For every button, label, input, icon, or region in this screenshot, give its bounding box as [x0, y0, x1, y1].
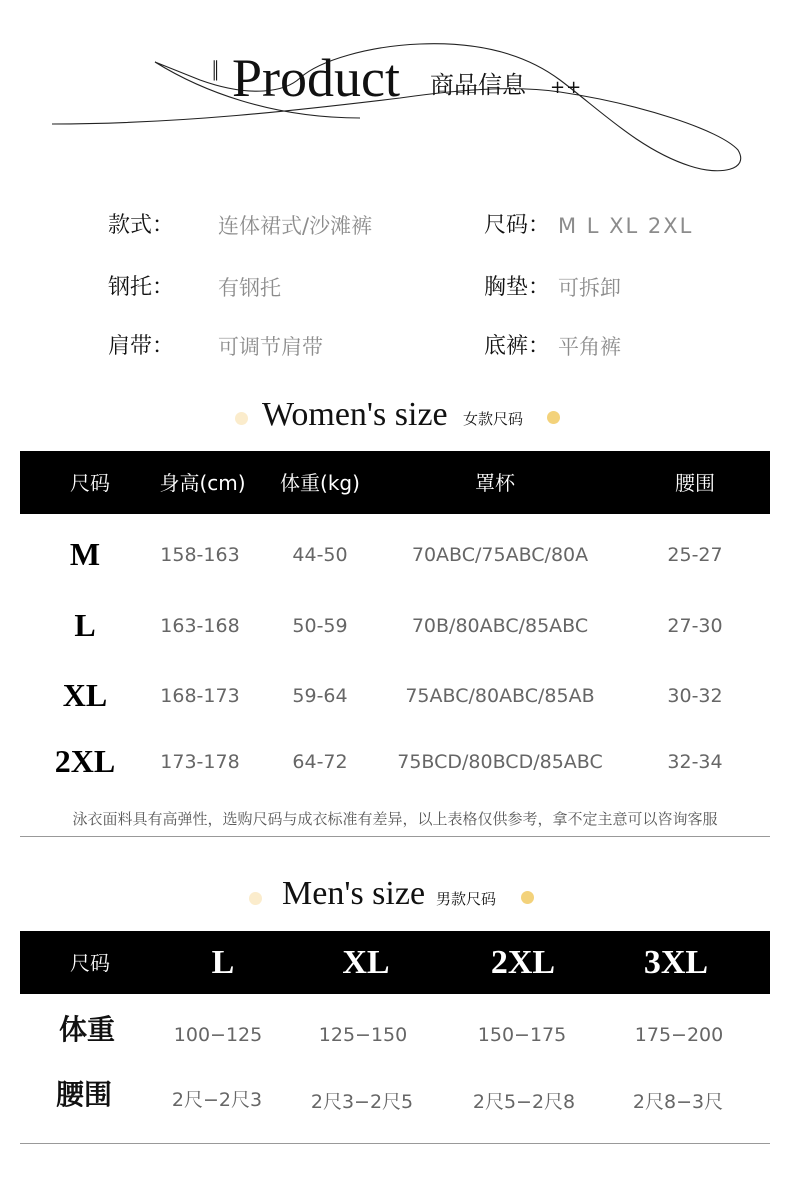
women-size-title-cn: 女款尺码: [463, 410, 524, 428]
info-label-underwire: 钢托：: [108, 275, 175, 300]
cell-weight-XL: 125−150: [318, 1024, 408, 1046]
info-label-style: 款式：: [108, 213, 175, 238]
heading-dot-right: [521, 891, 534, 904]
cell-waist-3XL: 2尺8−3尺: [632, 1091, 724, 1113]
info-value-underwire: 有钢托: [218, 276, 281, 300]
cell-cup: 70B/80ABC/85ABC: [411, 615, 589, 637]
info-label-strap: 肩带：: [108, 334, 175, 359]
cell-height: 168-173: [160, 685, 240, 707]
col-header-size: 尺码: [70, 471, 110, 495]
info-value-bottom: 平角裤: [558, 335, 621, 359]
cell-waist: 25-27: [667, 544, 723, 566]
row-label-weight: 体重: [58, 1013, 115, 1046]
info-label-bottom: 底裤：: [484, 334, 551, 359]
cell-waist: 32-34: [667, 751, 723, 773]
cell-weight: 59-64: [292, 685, 348, 707]
cell-cup: 70ABC/75ABC/80A: [411, 544, 589, 566]
heading-dot-right: [547, 411, 560, 424]
info-value-strap: 可调节肩带: [218, 335, 323, 359]
info-value-style: 连体裙式/沙滩裤: [218, 214, 373, 238]
cell-weight-L: 100−125: [173, 1024, 263, 1046]
cell-weight: 64-72: [292, 751, 348, 773]
cell-waist: 30-32: [667, 685, 723, 707]
row-size: M: [69, 536, 101, 572]
page-title-cn: 商品信息: [430, 71, 526, 99]
row-size: L: [74, 607, 96, 643]
col-header-2XL: 2XL: [490, 944, 556, 981]
cell-cup: 75BCD/80BCD/85ABC: [397, 751, 603, 773]
cell-waist-XL: 2尺3−2尺5: [310, 1091, 414, 1113]
row-size: XL: [62, 677, 108, 713]
cell-weight: 44-50: [292, 544, 348, 566]
col-header-XL: XL: [342, 944, 390, 981]
heading-dot-left: [235, 412, 248, 425]
row-label-waist: 腰围: [55, 1078, 112, 1111]
info-value-size: M L XL 2XL: [558, 214, 694, 238]
women-table-header: [20, 451, 770, 514]
cell-waist-L: 2尺−2尺3: [171, 1089, 263, 1111]
info-value-padding: 可拆卸: [558, 276, 621, 300]
row-size: 2XL: [54, 743, 116, 779]
size-note: 泳衣面料具有高弹性，选购尺码与成衣标准有差异，以上表格仅供参考，拿不定主意可以咨询客服: [72, 810, 718, 828]
info-label-size: 尺码：: [484, 213, 551, 238]
col-header-waist: 腰围: [675, 471, 715, 495]
col-header-size: 尺码: [70, 951, 110, 975]
cell-weight: 50-59: [292, 615, 348, 637]
col-header-L: L: [211, 944, 235, 981]
heading-dot-left: [249, 892, 262, 905]
divider: [20, 836, 770, 837]
men-table-header: [20, 931, 770, 994]
cell-cup: 75ABC/80ABC/85AB: [405, 685, 595, 707]
cell-weight-2XL: 150−175: [477, 1024, 567, 1046]
page-title: Product: [232, 48, 400, 108]
divider: [20, 1143, 770, 1144]
col-header-3XL: 3XL: [643, 944, 709, 981]
women-size-title: Women's size: [262, 396, 448, 433]
col-header-weight: 体重(kg): [280, 471, 360, 495]
cell-weight-3XL: 175−200: [634, 1024, 724, 1046]
info-label-padding: 胸垫：: [484, 275, 551, 300]
cell-height: 158-163: [160, 544, 240, 566]
cell-height: 163-168: [160, 615, 240, 637]
col-header-height: 身高(cm): [159, 471, 246, 495]
cell-waist-2XL: 2尺5−2尺8: [472, 1091, 576, 1113]
men-size-title-cn: 男款尺码: [436, 890, 497, 908]
men-size-title: Men's size: [282, 875, 426, 912]
cell-height: 173-178: [160, 751, 240, 773]
col-header-cup: 罩杯: [475, 471, 515, 495]
title-decor-marks: ||: [212, 56, 217, 81]
title-plus-marks: ++: [550, 77, 583, 98]
cell-waist: 27-30: [667, 615, 723, 637]
